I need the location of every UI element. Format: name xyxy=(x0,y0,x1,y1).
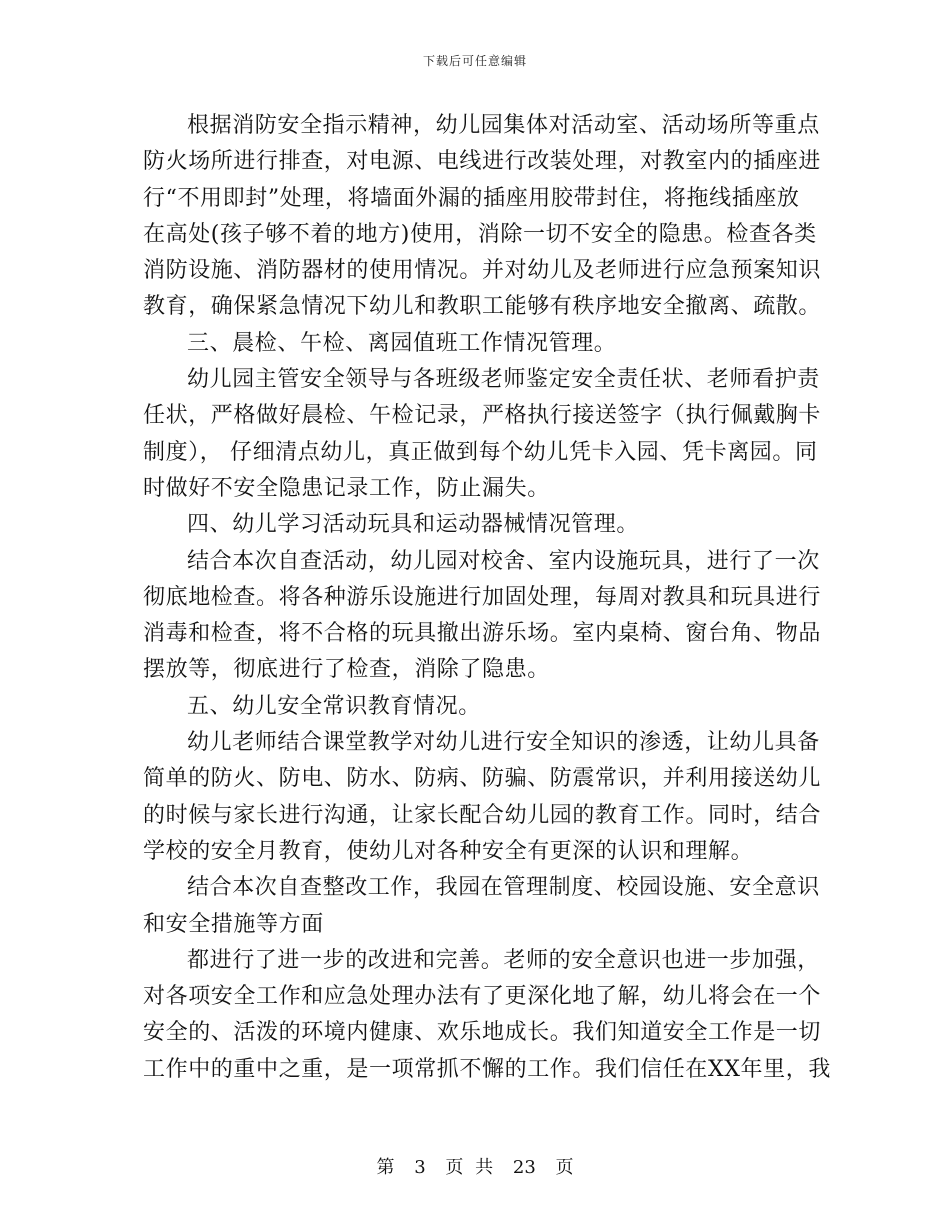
text-line: 结合本次自查整改工作，我园在管理制度、校园设施、安全意识 xyxy=(187,875,820,901)
text-line: 幼儿园主管安全领导与各班级老师鉴定安全责任状、老师看护责 xyxy=(187,367,820,393)
total-page-count: 23 xyxy=(512,1157,536,1178)
text-line: 简单的防火、防电、防水、防病、防骗、防震常识，并利用接送幼儿 xyxy=(143,766,822,792)
page-header: 下载后可任意编辑 xyxy=(422,54,527,68)
text-line: 消防设施、消防器材的使用情况。并对幼儿及老师进行应急预案知识 xyxy=(143,258,822,284)
section-heading: 四、幼儿学习活动玩具和运动器械情况管理。 xyxy=(187,512,640,538)
text-line: 都进行了进一步的改进和完善。老师的安全意识也进一步加强， xyxy=(187,947,820,973)
text-line: 结合本次自查活动，幼儿园对校舍、室内设施玩具，进行了一次 xyxy=(187,548,820,574)
text-line: 和安全措施等方面 xyxy=(143,911,324,937)
text-line: 在高处(孩子够不着的地方)使用，消除一切不安全的隐患。检查各类 xyxy=(143,221,817,247)
text-line: 安全的、活泼的环境内健康、欢乐地成长。我们知道安全工作是一切 xyxy=(143,1020,822,1046)
current-page-number: 3 xyxy=(414,1157,426,1178)
text-line: 幼儿老师结合课堂教学对幼儿进行安全知识的渗透，让幼儿具备 xyxy=(187,730,820,756)
footer-prefix: 第 xyxy=(376,1157,395,1178)
text-line: 学校的安全月教育，使幼儿对各种安全有更深的认识和理解。 xyxy=(143,838,754,864)
text-line: 制度）， 仔细清点幼儿，真正做到每个幼儿凭卡入园、凭卡离园。同 xyxy=(143,439,818,465)
text-line: 彻底地检查。将各种游乐设施进行加固处理，每周对教具和玩具进行 xyxy=(143,584,822,610)
text-line: 摆放等，彻底进行了检查，消除了隐患。 xyxy=(143,657,550,683)
text-line: 防火场所进行排查，对电源、电线进行改装处理，对教室内的插座进 xyxy=(143,149,822,175)
text-line: 消毒和检查，将不合格的玩具撤出游乐场。室内桌椅、窗台角、物品 xyxy=(143,621,822,647)
text-line: 任状，严格做好晨检、午检记录，严格执行接送签字（执行佩戴胸卡 xyxy=(143,403,822,429)
text-line: 行“不用即封”处理，将墙面外漏的插座用胶带封住，将拖线插座放 xyxy=(143,185,800,211)
text-line: 时做好不安全隐患记录工作，防止漏失。 xyxy=(143,475,550,501)
page-footer xyxy=(0,1153,950,1179)
document-body xyxy=(143,108,831,1088)
text-line: 教育，确保紧急情况下幼儿和教职工能够有秩序地安全撤离、疏散。 xyxy=(143,294,822,320)
section-heading: 五、幼儿安全常识教育情况。 xyxy=(187,693,481,719)
footer-middle: 页 共 xyxy=(445,1157,494,1178)
footer-suffix: 页 xyxy=(555,1157,574,1178)
text-line: 对各项安全工作和应急处理办法有了更深化地了解，幼儿将会在一个 xyxy=(143,984,822,1010)
text-line: 根据消防安全指示精神，幼儿园集体对活动室、活动场所等重点 xyxy=(187,113,820,138)
text-line: 的时候与家长进行沟通，让家长配合幼儿园的教育工作。同时，结合 xyxy=(143,802,822,828)
text-line: 工作中的重中之重，是一项常抓不懈的工作。我们信任在XX年里，我 xyxy=(143,1056,831,1082)
section-heading: 三、晨检、午检、离园值班工作情况管理。 xyxy=(187,330,617,356)
